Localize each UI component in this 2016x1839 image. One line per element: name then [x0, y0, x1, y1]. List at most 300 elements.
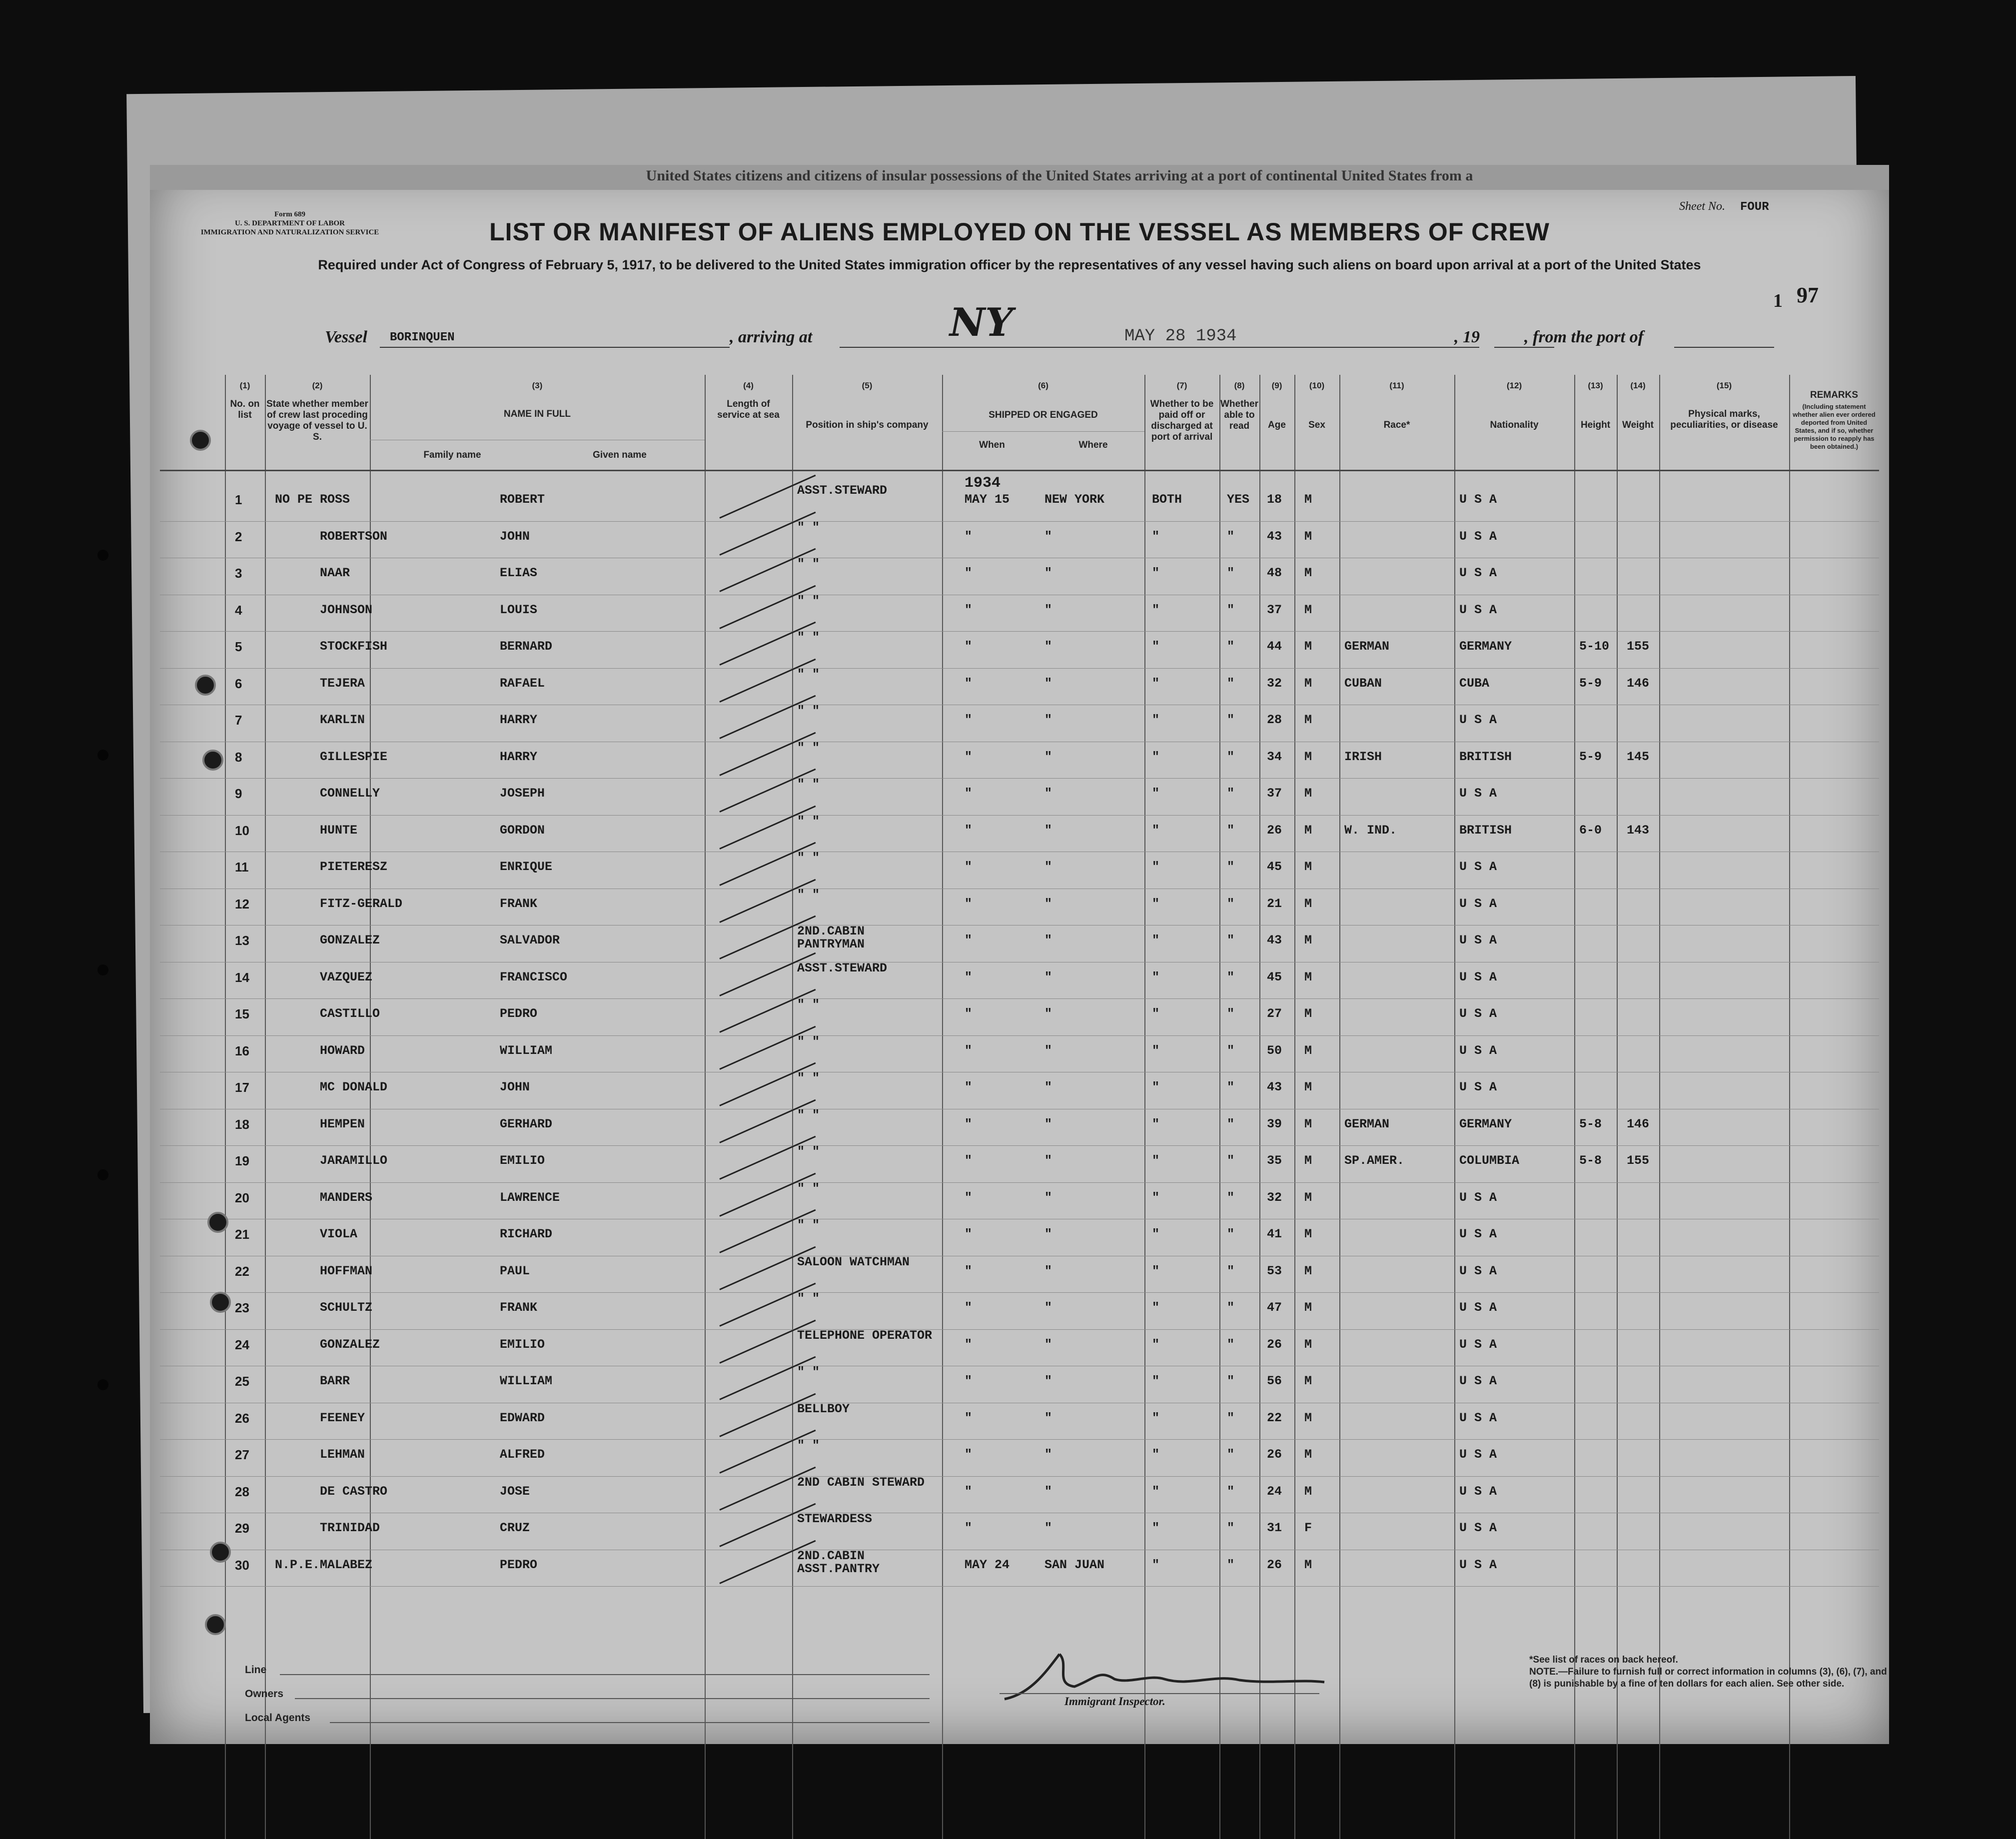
scan-edge-hole — [97, 750, 108, 761]
remarks-subheader: (Including statement whether alien ever ordered deported from United States, and if so, whether permission to reapply has been obtained.) — [1793, 403, 1876, 450]
cell-paid: " — [1152, 1116, 1160, 1131]
cell-nationality: COLUMBIA — [1459, 1153, 1520, 1168]
cell-weight: 145 — [1627, 749, 1650, 764]
cell-age: 35 — [1267, 1153, 1282, 1168]
cell-age: 43 — [1267, 1080, 1282, 1094]
cell-position: SALOON WATCHMAN — [797, 1254, 910, 1269]
cell-position: 2ND.CABIN ASST.PANTRY — [797, 1548, 880, 1576]
cell-given: ENRIQUE — [500, 860, 553, 874]
cell-position: TELEPHONE OPERATOR — [797, 1328, 933, 1343]
cell-read: " — [1227, 896, 1235, 911]
cell-paid: " — [1152, 1374, 1160, 1388]
cell-family: GILLESPIE — [320, 749, 388, 764]
cell-read: " — [1227, 969, 1235, 984]
vessel-name: BORINQUEN — [390, 331, 455, 344]
cell-no: 19 — [235, 1153, 249, 1168]
cell-read: " — [1227, 1337, 1235, 1352]
col3-header: NAME IN FULL — [503, 409, 571, 419]
cell-paid: " — [1152, 1484, 1160, 1499]
sheet-number — [1679, 200, 1769, 214]
cell-paid: " — [1152, 1043, 1160, 1058]
cell-age: 45 — [1267, 969, 1282, 984]
cell-where: " — [1044, 1116, 1052, 1131]
cell-nationality: U S A — [1459, 933, 1497, 947]
cell-paid: " — [1152, 676, 1160, 691]
col12-number: (12) — [1506, 381, 1522, 390]
cell-when: " — [965, 1080, 973, 1094]
scan-edge-hole — [97, 1169, 108, 1180]
cell-no: 18 — [235, 1116, 249, 1132]
cell-family: NAAR — [320, 566, 350, 580]
cell-when: " — [965, 1337, 973, 1352]
cell-sex: M — [1304, 1557, 1312, 1572]
inspector-signature — [1000, 1644, 1349, 1704]
cell-no: 15 — [235, 1006, 249, 1021]
cell-where: " — [1044, 933, 1052, 947]
cell-given: BERNARD — [500, 639, 553, 654]
cell-position: STEWARDESS — [797, 1512, 873, 1526]
col6-when-header: When — [979, 440, 1005, 450]
cell-read: " — [1227, 1116, 1235, 1131]
cell-given: PAUL — [500, 1263, 530, 1278]
cell-when: " — [965, 969, 973, 984]
cell-race: CUBAN — [1344, 676, 1382, 691]
cell-given: EMILIO — [500, 1153, 545, 1168]
race-footnote: *See list of races on back hereof. — [1529, 1655, 1678, 1665]
binding-hole — [195, 675, 216, 696]
cell-sex: M — [1304, 823, 1312, 838]
col3-number: (3) — [532, 381, 543, 390]
cell-nationality: U S A — [1459, 492, 1497, 507]
cell-nationality: U S A — [1459, 860, 1497, 874]
cell-position: " " — [797, 557, 820, 571]
col8-header: Whether able to read — [1220, 399, 1258, 431]
cell-nationality: U S A — [1459, 1080, 1497, 1094]
cell-nationality: U S A — [1459, 1521, 1497, 1535]
cell-when: " — [965, 933, 973, 947]
cell-where: " — [1044, 1374, 1052, 1388]
cell-where: " — [1044, 896, 1052, 911]
cell-when: " — [965, 1043, 973, 1058]
col15-header: Physical marks, peculiarities, or disease — [1670, 409, 1778, 430]
cell-sex: M — [1304, 896, 1312, 911]
cell-read: " — [1227, 639, 1235, 654]
cell-position: 2ND.CABIN PANTRYMAN — [797, 924, 865, 951]
cell-height: 5-8 — [1579, 1116, 1602, 1131]
cell-sex: M — [1304, 713, 1312, 727]
col13-number: (13) — [1588, 381, 1603, 390]
cell-race: IRISH — [1344, 749, 1382, 764]
binding-hole — [202, 750, 223, 771]
cell-no: 17 — [235, 1080, 249, 1095]
owners-label: Owners — [245, 1688, 284, 1700]
cell-age: 47 — [1267, 1300, 1282, 1315]
cell-position: " " — [797, 630, 820, 645]
cell-where: " — [1044, 1447, 1052, 1462]
cell-nationality: U S A — [1459, 1557, 1497, 1572]
cell-paid: " — [1152, 933, 1160, 947]
col7-number: (7) — [1176, 381, 1187, 390]
cell-age: 26 — [1267, 1447, 1282, 1462]
cell-read: " — [1227, 786, 1235, 801]
cell-sex: M — [1304, 602, 1312, 617]
cell-family: MC DONALD — [320, 1080, 388, 1094]
cell-given: FRANK — [500, 1300, 538, 1315]
cell-given: CRUZ — [500, 1521, 530, 1535]
cell-given: SALVADOR — [500, 933, 560, 947]
cell-family: ROSS — [320, 492, 350, 507]
cell-family: ROBERTSON — [320, 529, 388, 544]
cell-sex: M — [1304, 1153, 1312, 1168]
cell-where: " — [1044, 1410, 1052, 1425]
cell-read: " — [1227, 1153, 1235, 1168]
cell-where: " — [1044, 749, 1052, 764]
col5-header: Position in ship's company — [806, 420, 929, 430]
cell-where: " — [1044, 1043, 1052, 1058]
cell-nationality: U S A — [1459, 786, 1497, 801]
binding-hole — [207, 1212, 228, 1233]
cell-read: " — [1227, 566, 1235, 580]
cell-family: FEENEY — [320, 1410, 365, 1425]
cell-read: " — [1227, 1447, 1235, 1462]
cell-given: JOHN — [500, 529, 530, 544]
cell-position: " " — [797, 1034, 820, 1049]
cell-no: 4 — [235, 602, 242, 618]
cell-paid: " — [1152, 529, 1160, 544]
binding-hole — [210, 1542, 231, 1563]
cell-read: " — [1227, 1410, 1235, 1425]
cell-height: 6-0 — [1579, 823, 1602, 838]
cell-position: " " — [797, 1438, 820, 1453]
cell-sex: M — [1304, 676, 1312, 691]
cell-sex: M — [1304, 933, 1312, 947]
cell-sex: M — [1304, 529, 1312, 544]
cell-age: 26 — [1267, 1557, 1282, 1572]
cell-no: 7 — [235, 713, 242, 728]
cell-no: 27 — [235, 1447, 249, 1462]
line-label: Line — [245, 1664, 267, 1676]
cell-sex: M — [1304, 1227, 1312, 1241]
cell-when: " — [965, 566, 973, 580]
sheet-number-label: Sheet No. — [1679, 200, 1725, 213]
sheet-number-value: FOUR — [1740, 200, 1769, 214]
cell-nationality: U S A — [1459, 1337, 1497, 1352]
cell-position: " " — [797, 851, 820, 865]
cell-family: HOWARD — [320, 1043, 365, 1058]
cell-sex: M — [1304, 1006, 1312, 1021]
cell-given: GERHARD — [500, 1116, 553, 1131]
cell-age: 44 — [1267, 639, 1282, 654]
cell-when: " — [965, 1521, 973, 1535]
cell-when: " — [965, 786, 973, 801]
col3-family-header: Family name — [423, 450, 481, 460]
cell-when: " — [965, 860, 973, 874]
cell-position: " " — [797, 814, 820, 829]
penalty-note: NOTE.—Failure to furnish full or correct information in columns (3), (6), (7), and (8) is punishable by a fine of ten dollars for each alien. See other side. — [1529, 1667, 1887, 1689]
cell-age: 43 — [1267, 933, 1282, 947]
cell-height: 5-8 — [1579, 1153, 1602, 1168]
cell-when: " — [965, 1153, 973, 1168]
cell-when: " — [965, 713, 973, 727]
cell-position: " " — [797, 1181, 820, 1196]
cell-no: 26 — [235, 1410, 249, 1426]
cell-nationality: U S A — [1459, 566, 1497, 580]
cell-no: 16 — [235, 1043, 249, 1058]
cell-when: " — [965, 1190, 973, 1205]
cell-when: " — [965, 676, 973, 691]
cell-given: FRANK — [500, 896, 538, 911]
cell-nationality: U S A — [1459, 1263, 1497, 1278]
previous-page-text: United States citizens and citizens of insular possessions of the United States arriving at a port of continental United States from a — [646, 167, 1473, 184]
cell-nationality: U S A — [1459, 1043, 1497, 1058]
col14-header: Weight — [1622, 420, 1654, 430]
cell-when: MAY 15 — [965, 492, 1010, 507]
cell-no: 1 — [235, 492, 242, 507]
cell-paid: " — [1152, 823, 1160, 838]
remarks-header: REMARKS — [1810, 390, 1859, 400]
cell-age: 48 — [1267, 566, 1282, 580]
cell-paid: " — [1152, 566, 1160, 580]
binding-hole — [190, 430, 211, 451]
cell-no: 29 — [235, 1521, 249, 1536]
col6-number: (6) — [1038, 381, 1048, 390]
cell-sex: M — [1304, 566, 1312, 580]
cell-age: 27 — [1267, 1006, 1282, 1021]
cell-age: 31 — [1267, 1521, 1282, 1535]
cell-family: CONNELLY — [320, 786, 380, 801]
cell-paid: " — [1152, 1337, 1160, 1352]
cell-sex: M — [1304, 1447, 1312, 1462]
cell-position: ASST.STEWARD — [797, 483, 888, 498]
cell-no: 9 — [235, 786, 242, 801]
cell-when: " — [965, 1263, 973, 1278]
cell-where: " — [1044, 969, 1052, 984]
cell-given: WILLIAM — [500, 1043, 553, 1058]
cell-sex: M — [1304, 860, 1312, 874]
cell-given: HARRY — [500, 713, 538, 727]
arrival-date-stamp: MAY 28 1934 — [1124, 327, 1237, 346]
cell-age: 34 — [1267, 749, 1282, 764]
cell-no: 10 — [235, 823, 249, 838]
cell-family: VAZQUEZ — [320, 969, 373, 984]
cell-nationality: BRITISH — [1459, 749, 1512, 764]
cell-position: " " — [797, 704, 820, 718]
cell-given: HARRY — [500, 749, 538, 764]
cell-age: 28 — [1267, 713, 1282, 727]
document-subtitle: Required under Act of Congress of February 5, 1917, to be delivered to the United States immigration officer by the representatives of any vessel having such aliens on board upon arrival at a port of the United States — [318, 257, 1701, 272]
cell-sex: M — [1304, 1263, 1312, 1278]
cell-no: 6 — [235, 676, 242, 691]
col8-number: (8) — [1234, 381, 1245, 390]
cell-where: " — [1044, 529, 1052, 544]
cell-paid: " — [1152, 786, 1160, 801]
cell-when: " — [965, 1447, 973, 1462]
col15-number: (15) — [1716, 381, 1732, 390]
cell-where: " — [1044, 602, 1052, 617]
col9-header: Age — [1268, 420, 1286, 430]
cell-no: 28 — [235, 1484, 249, 1499]
cell-family: STOCKFISH — [320, 639, 388, 654]
cell-read: " — [1227, 749, 1235, 764]
cell-family: JOHNSON — [320, 602, 373, 617]
cell-position: " " — [797, 1365, 820, 1379]
cell-sex: M — [1304, 749, 1312, 764]
col6-header: SHIPPED OR ENGAGED — [989, 410, 1098, 420]
cell-read: YES — [1227, 492, 1250, 507]
cell-age: 37 — [1267, 786, 1282, 801]
cell-sex: M — [1304, 639, 1312, 654]
cell-given: EMILIO — [500, 1337, 545, 1352]
cell-position: " " — [797, 520, 820, 535]
footnotes — [1529, 1654, 1889, 1690]
col1-number: (1) — [239, 381, 250, 390]
cell-read: " — [1227, 713, 1235, 727]
cell-when: " — [965, 1116, 973, 1131]
cell-height: 5-9 — [1579, 676, 1602, 691]
cell-position: ASST.STEWARD — [797, 960, 888, 975]
col10-header: Sex — [1308, 420, 1325, 430]
cell-age: 32 — [1267, 676, 1282, 691]
cell-read: " — [1227, 1374, 1235, 1388]
col2-number: (2) — [312, 381, 323, 390]
scan-edge-hole — [97, 964, 108, 975]
cell-read: " — [1227, 933, 1235, 947]
cell-sex: M — [1304, 1116, 1312, 1131]
cell-read: " — [1227, 1300, 1235, 1315]
col2-header: State whether member of crew last proceding voyage of vessel to U. S. — [266, 399, 368, 442]
cell-paid: " — [1152, 639, 1160, 654]
cell-paid: " — [1152, 713, 1160, 727]
from-port-label: , from the port of — [1524, 328, 1644, 346]
cell-age: 56 — [1267, 1374, 1282, 1388]
vessel-line — [325, 300, 1774, 350]
cell-where: " — [1044, 639, 1052, 654]
cell-family: HOFFMAN — [320, 1263, 373, 1278]
cell-read: " — [1227, 823, 1235, 838]
cell-family: MALABEZ — [320, 1557, 373, 1572]
cell-read: " — [1227, 1521, 1235, 1535]
cell-given: PEDRO — [500, 1006, 538, 1021]
cell-nationality: U S A — [1459, 1484, 1497, 1499]
cell-paid: " — [1152, 969, 1160, 984]
cell-where: " — [1044, 713, 1052, 727]
cell-paid: " — [1152, 1153, 1160, 1168]
cell-nationality: GERMANY — [1459, 1116, 1512, 1131]
cell-age: 21 — [1267, 896, 1282, 911]
cell-read: " — [1227, 676, 1235, 691]
cell-age: 41 — [1267, 1227, 1282, 1241]
col9-number: (9) — [1271, 381, 1282, 390]
cell-prev: NO PE — [275, 492, 313, 507]
previous-page-strip — [150, 165, 1889, 190]
cell-when: " — [965, 602, 973, 617]
scan-edge-hole — [97, 550, 108, 561]
cell-paid: " — [1152, 602, 1160, 617]
cell-where: SAN JUAN — [1044, 1557, 1105, 1572]
cell-when: " — [965, 896, 973, 911]
cell-nationality: U S A — [1459, 602, 1497, 617]
cell-paid: " — [1152, 1190, 1160, 1205]
cell-nationality: U S A — [1459, 713, 1497, 727]
cell-where: " — [1044, 1263, 1052, 1278]
cell-position: " " — [797, 1218, 820, 1232]
cell-where: " — [1044, 823, 1052, 838]
cell-family: VIOLA — [320, 1227, 358, 1241]
manifest-sheet — [150, 165, 1889, 1744]
folio-number: 97 — [1797, 283, 1819, 307]
cell-where: " — [1044, 786, 1052, 801]
cell-given: GORDON — [500, 823, 545, 838]
cell-given: LAWRENCE — [500, 1190, 560, 1205]
cell-given: JOSEPH — [500, 786, 545, 801]
binding-hole — [210, 1292, 231, 1313]
cell-given: JOHN — [500, 1080, 530, 1094]
cell-weight: 146 — [1627, 1116, 1650, 1131]
cell-prev: N.P.E. — [275, 1557, 320, 1572]
cell-when: " — [965, 639, 973, 654]
col7-header: Whether to be paid off or discharged at port of arrival — [1150, 399, 1214, 442]
cell-no: 8 — [235, 749, 242, 765]
cell-position: " " — [797, 593, 820, 608]
cell-weight: 143 — [1627, 823, 1650, 838]
cell-paid: " — [1152, 1006, 1160, 1021]
cell-given: ALFRED — [500, 1447, 545, 1462]
cell-no: 25 — [235, 1374, 249, 1389]
cell-family: GONZALEZ — [320, 1337, 380, 1352]
cell-where: " — [1044, 1300, 1052, 1315]
cell-given: FRANCISCO — [500, 969, 568, 984]
cell-age: 22 — [1267, 1410, 1282, 1425]
cell-where: " — [1044, 676, 1052, 691]
first-row-year: 1934 — [965, 475, 1001, 492]
cell-family: MANDERS — [320, 1190, 373, 1205]
cell-position: 2ND CABIN STEWARD — [797, 1475, 925, 1490]
cell-where: " — [1044, 1153, 1052, 1168]
cell-paid: " — [1152, 1410, 1160, 1425]
cell-sex: M — [1304, 1190, 1312, 1205]
cell-paid: " — [1152, 896, 1160, 911]
cell-sex: M — [1304, 1043, 1312, 1058]
col12-header: Nationality — [1490, 420, 1539, 430]
cell-sex: M — [1304, 1300, 1312, 1315]
cell-weight: 155 — [1627, 1153, 1650, 1168]
cell-position: " " — [797, 887, 820, 902]
cell-no: 24 — [235, 1337, 249, 1352]
cell-nationality: U S A — [1459, 1227, 1497, 1241]
cell-when: " — [965, 1006, 973, 1021]
cell-position: " " — [797, 997, 820, 1012]
cell-family: GONZALEZ — [320, 933, 380, 947]
cell-family: BARR — [320, 1374, 350, 1388]
col11-header: Race* — [1383, 420, 1410, 430]
cell-weight: 146 — [1627, 676, 1650, 691]
cell-where: " — [1044, 1227, 1052, 1241]
cell-given: WILLIAM — [500, 1374, 553, 1388]
cell-family: CASTILLO — [320, 1006, 380, 1021]
cell-paid: " — [1152, 1080, 1160, 1094]
cell-position: " " — [797, 1071, 820, 1085]
cell-paid: " — [1152, 1300, 1160, 1315]
cell-sex: M — [1304, 1080, 1312, 1094]
col13-header: Height — [1580, 420, 1611, 430]
cell-sex: F — [1304, 1521, 1312, 1535]
cell-read: " — [1227, 1484, 1235, 1499]
cell-when: " — [965, 823, 973, 838]
binding-hole — [205, 1614, 226, 1635]
local-agents-label: Local Agents — [245, 1712, 311, 1724]
col14-number: (14) — [1630, 381, 1646, 390]
cell-family: SCHULTZ — [320, 1300, 373, 1315]
